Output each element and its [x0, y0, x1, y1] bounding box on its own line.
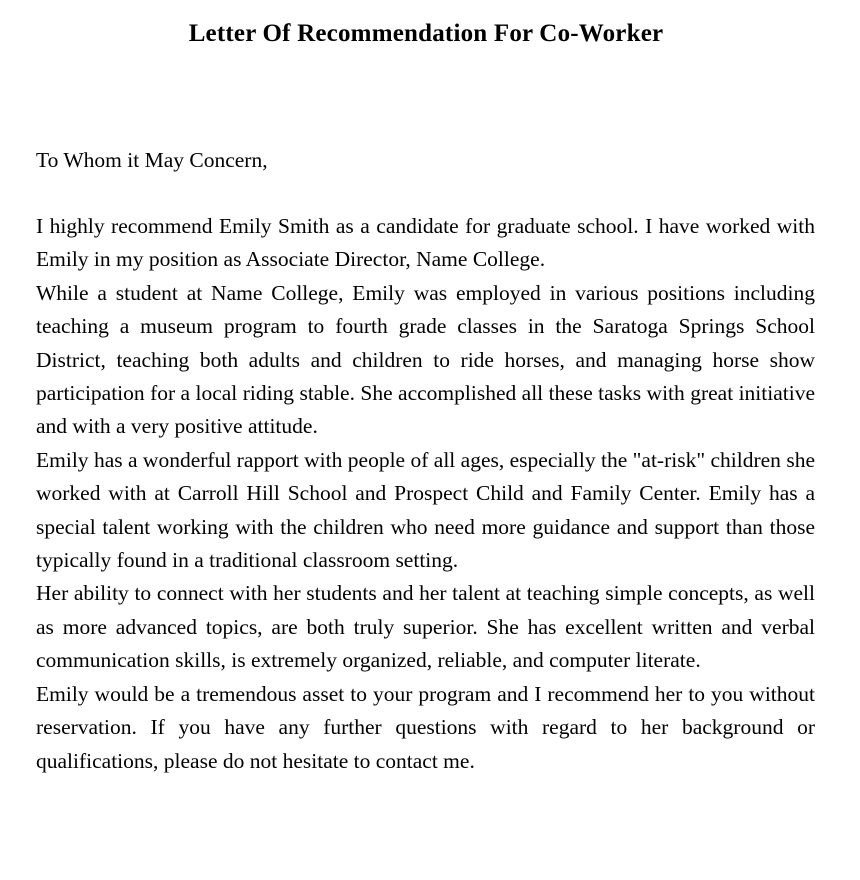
letter-body [36, 210, 815, 778]
paragraph-employment: While a student at Name College, Emily was employed in various positions including teaching a museum program to fourth grade classes in the Saratoga Springs School District, teaching both adults and children to ride horses, and managing horse show participation for a local riding stable. She accomplished all these tasks with great initiative and with a very positive attitude. [36, 280, 815, 439]
paragraph-rapport: Emily has a wonderful rapport with people of all ages, especially the "at-risk" children she worked with at Carroll Hill School and Prospect Child and Family Center. Emily has a special talent working with the children who need more guidance and support than those typically found in a traditional classroom setting. [36, 447, 815, 573]
paragraph-closing: Emily would be a tremendous asset to your program and I recommend her to you without reservation. If you have any further questions with regard to her background or qualifications, please do not hesitate to contact me. [36, 681, 815, 773]
salutation: To Whom it May Concern, [36, 148, 268, 172]
letter-title: Letter Of Recommendation For Co-Worker [188, 20, 664, 47]
paragraph-introduction: I highly recommend Emily Smith as a candidate for graduate school. I have worked with Emily in my position as Associate Director, Name College. [36, 214, 815, 272]
paragraph-skills: Her ability to connect with her students and her talent at teaching simple concepts, as well as more advanced topics, are both truly superior. She has excellent written and verbal communication skills, is extremely organized, reliable, and computer literate. [36, 581, 815, 673]
